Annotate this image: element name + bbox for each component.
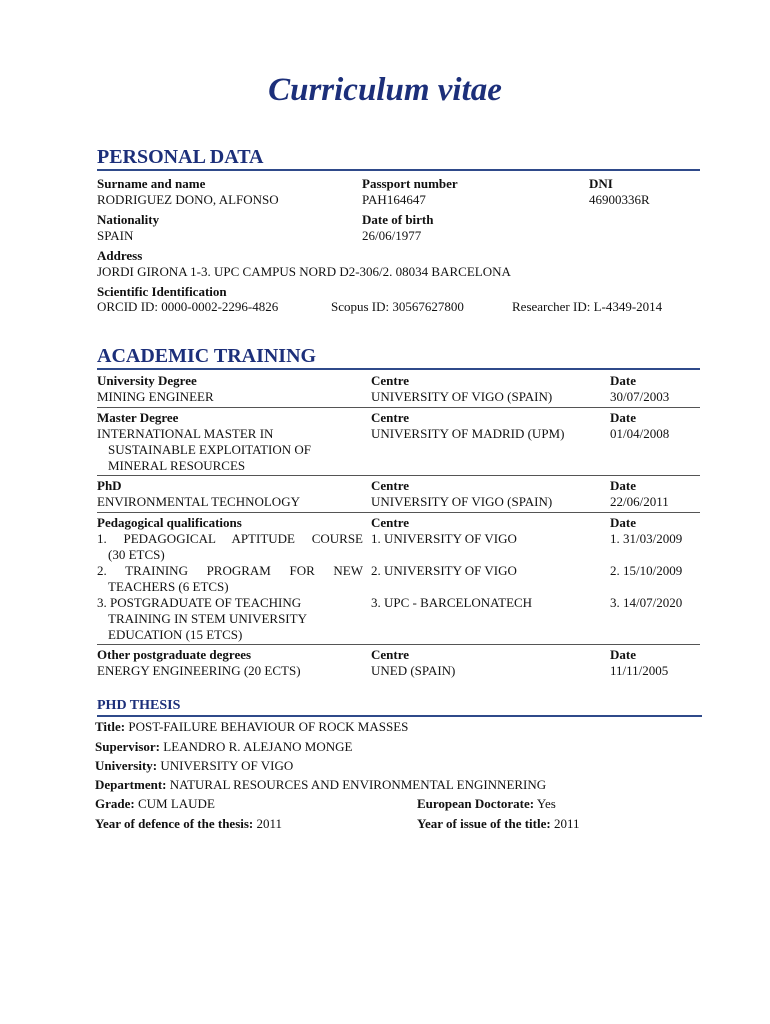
scopus-id: Scopus ID: 30567627800 (331, 299, 464, 314)
thesis-title-label: Title: (95, 719, 126, 734)
thesis-grade-label: Grade: (95, 796, 135, 811)
pedagogical-item-text: 1. PEDAGOGICAL APTITUDE COURSE (97, 531, 363, 546)
document-title: Curriculum vitae (268, 72, 502, 108)
thesis-department-value: NATURAL RESOURCES AND ENVIRONMENTAL ENGINNERING (169, 777, 547, 792)
master-date: 01/04/2008 (610, 426, 670, 441)
pedagogical-item-date: 3. 14/07/2020 (610, 595, 683, 610)
master-value (97, 426, 311, 474)
centre-label: Centre (371, 515, 410, 530)
university-degree-date: 30/07/2003 (610, 389, 670, 404)
pedagogical-item-centre: 3. UPC - BARCELONATECH (371, 595, 533, 610)
master-label: Master Degree (97, 410, 179, 425)
thesis-title-value: POST-FAILURE BEHAVIOUR OF ROCK MASSES (128, 719, 409, 734)
thesis-university-value: UNIVERSITY OF VIGO (160, 758, 294, 773)
master-line: INTERNATIONAL MASTER IN (97, 426, 274, 441)
thesis-defence-year (95, 816, 282, 832)
thesis-issue-year-value: 2011 (553, 816, 580, 831)
other-postgraduate-date: 11/11/2005 (610, 663, 669, 678)
address-value: JORDI GIRONA 1-3. UPC CAMPUS NORD D2-306/2. 08034 BARCELONA (97, 264, 511, 279)
thesis-supervisor-label: Supervisor: (95, 739, 160, 754)
surname-value: RODRIGUEZ DONO, ALFONSO (97, 192, 279, 207)
date-label: Date (610, 410, 636, 425)
date-label: Date (610, 647, 636, 662)
thesis-department-label: Department: (95, 777, 167, 792)
date-label: Date (610, 373, 636, 388)
surname-label: Surname and name (97, 176, 206, 191)
pedagogical-item-centre: 2. UNIVERSITY OF VIGO (371, 563, 517, 578)
personal-data-heading: PERSONAL DATA (97, 146, 700, 171)
passport-value: PAH164647 (362, 192, 426, 207)
master-centre: UNIVERSITY OF MADRID (UPM) (371, 426, 565, 441)
centre-label: Centre (371, 410, 410, 425)
thesis-issue-year-label: Year of issue of the title: (417, 816, 551, 831)
thesis-european-doctorate (417, 796, 556, 812)
thesis-supervisor (95, 739, 352, 755)
master-line: SUSTAINABLE EXPLOITATION OF (108, 442, 312, 457)
pedagogical-item-text: TRAINING IN STEM UNIVERSITY (108, 611, 307, 626)
thesis-department (95, 777, 546, 793)
pedagogical-item (97, 563, 363, 595)
thesis-european-doctorate-label: European Doctorate: (417, 796, 535, 811)
row-divider (97, 512, 700, 513)
scientific-id-label: Scientific Identification (97, 284, 227, 299)
thesis-issue-year (417, 816, 579, 832)
university-degree-centre: UNIVERSITY OF VIGO (SPAIN) (371, 389, 553, 404)
university-degree-label: University Degree (97, 373, 197, 388)
other-postgraduate-value: ENERGY ENGINEERING (20 ECTS) (97, 663, 301, 678)
date-label: Date (610, 478, 636, 493)
master-line: MINERAL RESOURCES (108, 458, 246, 473)
other-postgraduate-centre: UNED (SPAIN) (371, 663, 456, 678)
nationality-label: Nationality (97, 212, 160, 227)
orcid-id: ORCID ID: 0000-0002-2296-4826 (97, 299, 279, 314)
dni-label: DNI (589, 176, 613, 191)
passport-label: Passport number (362, 176, 458, 191)
phd-label: PhD (97, 478, 122, 493)
pedagogical-item (97, 595, 363, 643)
address-label: Address (97, 248, 143, 263)
pedagogical-item-text: 3. POSTGRADUATE OF TEACHING (97, 595, 302, 610)
centre-label: Centre (371, 373, 410, 388)
row-divider (97, 475, 700, 476)
thesis-supervisor-value: LEANDRO R. ALEJANO MONGE (163, 739, 353, 754)
phd-value: ENVIRONMENTAL TECHNOLOGY (97, 494, 300, 509)
other-postgraduate-label: Other postgraduate degrees (97, 647, 252, 662)
dob-value: 26/06/1977 (362, 228, 422, 243)
phd-centre: UNIVERSITY OF VIGO (SPAIN) (371, 494, 553, 509)
thesis-defence-year-label: Year of defence of the thesis: (95, 816, 254, 831)
phd-date: 22/06/2011 (610, 494, 669, 509)
pedagogical-item-text: 2. TRAINING PROGRAM FOR NEW (97, 563, 363, 578)
pedagogical-item (97, 531, 363, 563)
date-label: Date (610, 515, 636, 530)
pedagogical-item-date: 1. 31/03/2009 (610, 531, 683, 546)
pedagogical-item-text: EDUCATION (15 ETCS) (108, 627, 243, 642)
pedagogical-item-centre: 1. UNIVERSITY OF VIGO (371, 531, 517, 546)
phd-thesis-heading: PHD THESIS (97, 697, 702, 717)
university-degree-value: MINING ENGINEER (97, 389, 214, 404)
row-divider (97, 407, 700, 408)
pedagogical-item-date: 2. 15/10/2009 (610, 563, 683, 578)
pedagogical-label: Pedagogical qualifications (97, 515, 242, 530)
thesis-grade-value: CUM LAUDE (137, 796, 215, 811)
centre-label: Centre (371, 647, 410, 662)
thesis-title (95, 719, 408, 735)
thesis-grade (95, 796, 215, 812)
thesis-university (95, 758, 293, 774)
centre-label: Centre (371, 478, 410, 493)
dob-label: Date of birth (362, 212, 434, 227)
pedagogical-item-text: (30 ETCS) (108, 547, 165, 562)
thesis-university-label: University: (95, 758, 158, 773)
thesis-european-doctorate-value: Yes (536, 796, 556, 811)
academic-training-heading: ACADEMIC TRAINING (97, 345, 700, 370)
thesis-defence-year-value: 2011 (256, 816, 283, 831)
dni-value: 46900336R (589, 192, 650, 207)
nationality-value: SPAIN (97, 228, 134, 243)
pedagogical-item-text: TEACHERS (6 ETCS) (108, 579, 229, 594)
researcher-id: Researcher ID: L-4349-2014 (512, 299, 663, 314)
row-divider (97, 644, 700, 645)
